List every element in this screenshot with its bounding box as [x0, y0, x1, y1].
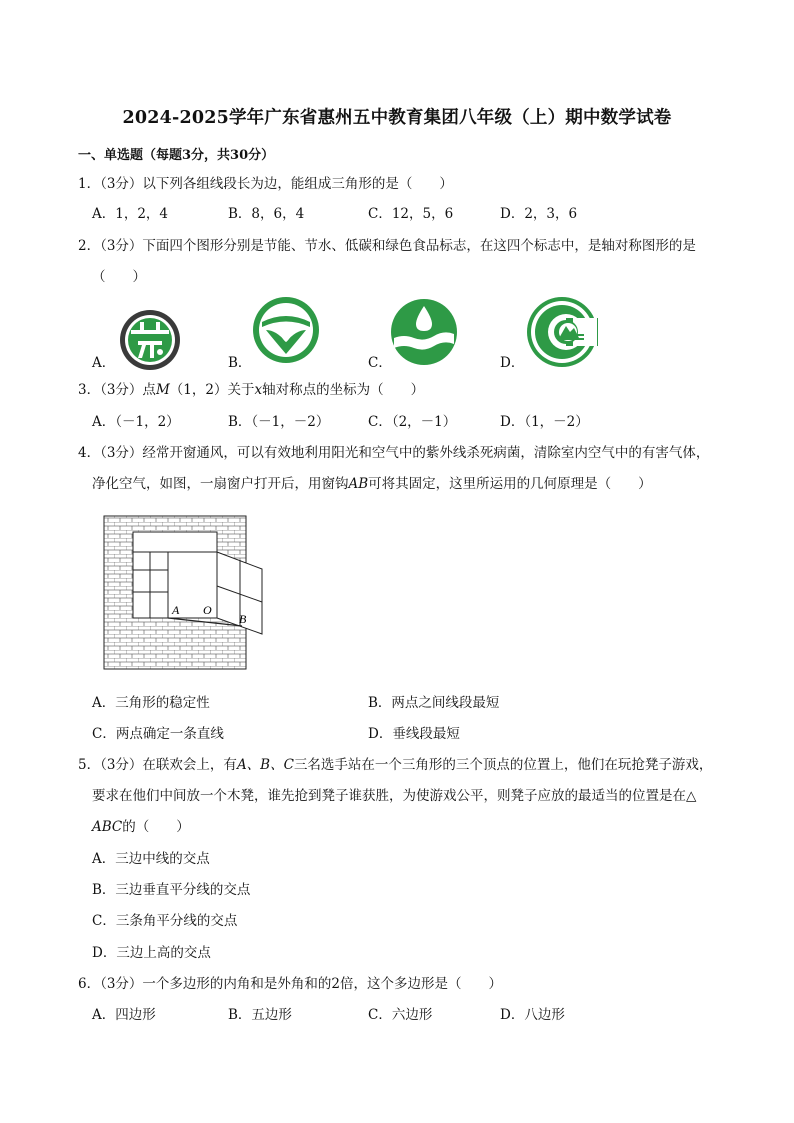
q5-option-c: C．三条角平分线的交点 — [92, 913, 238, 929]
q2-option-c: C． — [368, 355, 392, 371]
q4-option-c: C．两点确定一条直线 — [92, 726, 224, 742]
question-2-stem-line1: 2．（3分）下面四个图形分别是节能、节水、低碳和绿色食品标志，在这四个标志中，是轴对称图形的是 — [78, 238, 696, 254]
low-carbon-logo-icon — [390, 298, 458, 366]
q6-option-a: A．四边形 — [92, 1007, 156, 1023]
question-5-stem-line1: 5．（3分）在联欢会上，有A、B、C三名选手站在一个三角形的三个顶点的位置上，他们在玩抢凳子游戏， — [78, 757, 713, 773]
water-saving-logo-icon — [252, 296, 320, 364]
question-6-stem: 6．（3分）一个多边形的内角和是外角和的2倍，这个多边形是（ ） — [78, 976, 503, 992]
q4-option-b: B．两点之间线段最短 — [368, 695, 500, 711]
q1-option-b: B．8，6，4 — [228, 206, 305, 222]
energy-saving-logo-icon — [118, 308, 182, 372]
q1-option-a: A．1，2，4 — [92, 206, 169, 222]
q1-option-c: C．12，5，6 — [368, 206, 454, 222]
window-figure — [102, 514, 268, 672]
question-4-stem-line1: 4．（3分）经常开窗通风，可以有效地利用阳光和空气中的紫外线杀死病菌，清除室内空气中的有害气体， — [78, 445, 710, 461]
question-1-stem: 1．（3分）以下列各组线段长为边，能组成三角形的是（ ） — [78, 176, 453, 192]
q6-option-c: C．六边形 — [368, 1007, 433, 1023]
page-title: 2024-2025学年广东省惠州五中教育集团八年级（上）期中数学试卷 — [122, 108, 672, 128]
green-food-logo-icon — [526, 296, 598, 368]
section-heading: 一、单选题（每题3分，共30分） — [78, 148, 275, 163]
q3-option-c: C．（2，－1） — [368, 414, 457, 430]
q3-option-a: A．（－1，2） — [92, 414, 180, 430]
q3-option-d: D．（1，－2） — [500, 414, 589, 430]
question-2-stem-line2: （ ） — [92, 269, 146, 285]
q5-option-d: D．三边上高的交点 — [92, 945, 211, 961]
q5-option-b: B．三边垂直平分线的交点 — [92, 882, 251, 898]
q3-option-b: B．（－1，－2） — [228, 414, 330, 430]
question-3-stem: 3．（3分）点M（1，2）关于x轴对称点的坐标为（ ） — [78, 382, 425, 398]
q4-option-d: D．垂线段最短 — [368, 726, 460, 742]
q6-option-d: D．八边形 — [500, 1007, 565, 1023]
q4-option-a: A．三角形的稳定性 — [92, 695, 210, 711]
q1-option-d: D．2，3，6 — [500, 206, 578, 222]
q5-option-a: A．三边中线的交点 — [92, 851, 210, 867]
question-5-stem-line2: 要求在他们中间放一个木凳，谁先抢到凳子谁获胜，为使游戏公平，则凳子应放的最适当的位置是在△ — [92, 788, 697, 804]
label-o: O — [203, 603, 212, 617]
q6-option-b: B．五边形 — [228, 1007, 292, 1023]
label-b: B — [239, 612, 247, 626]
q2-option-a: A． — [92, 355, 116, 371]
question-4-stem-line2: 净化空气，如图，一扇窗户打开后，用窗钩AB可将其固定，这里所运用的几何原理是（ ） — [92, 476, 652, 492]
q2-option-d: D． — [500, 355, 525, 371]
question-5-stem-line3: ABC的（ ） — [92, 819, 190, 835]
q2-option-b: B． — [228, 355, 252, 371]
label-a: A — [172, 603, 180, 617]
